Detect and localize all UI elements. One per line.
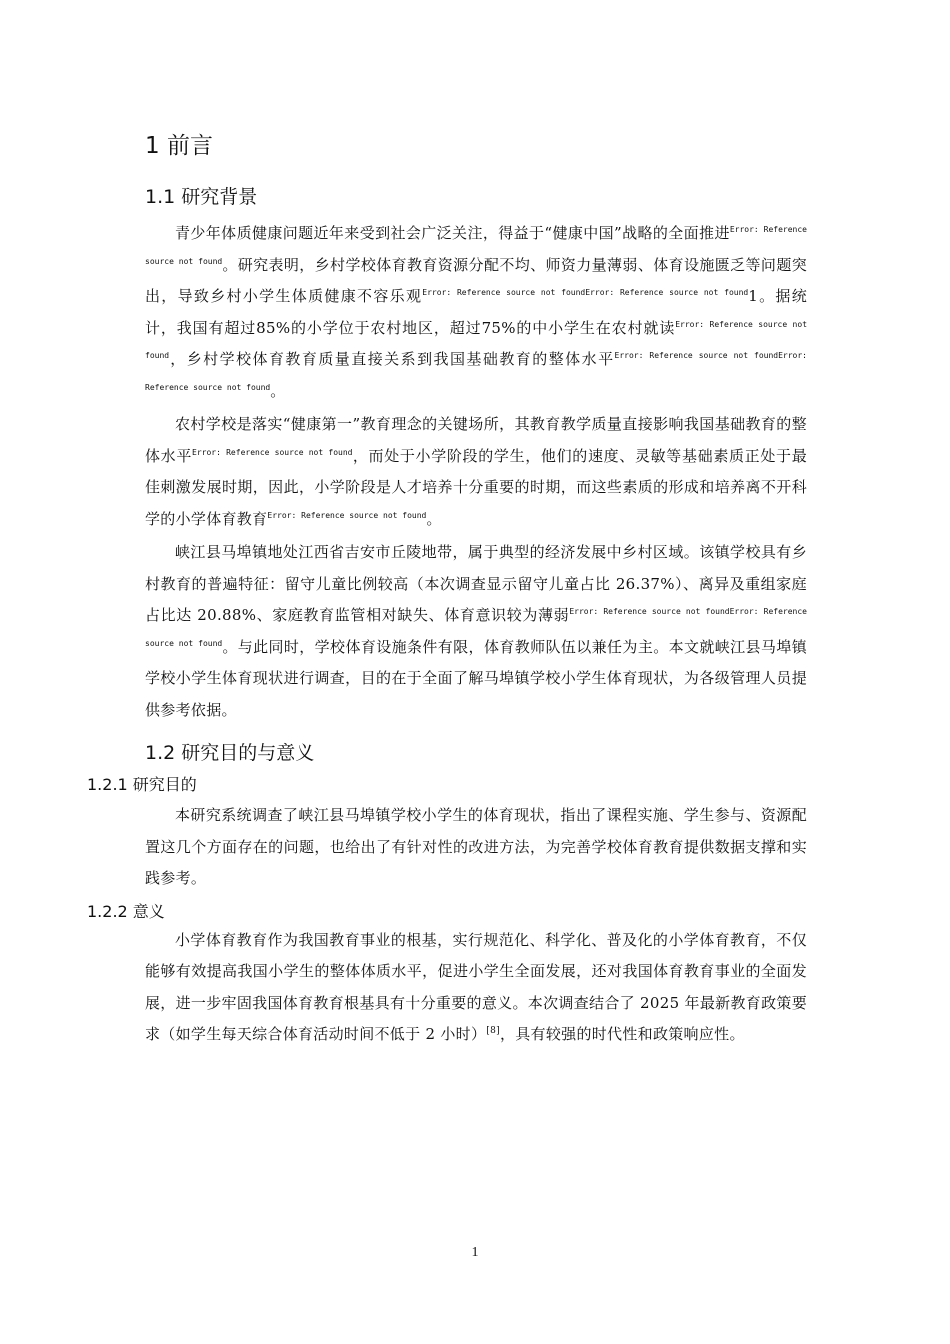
subsection-heading-purpose: 1.2.1 研究目的: [87, 775, 197, 794]
paragraph-text: 1。据统计，我国有超过85%的小学位于农村地区，超过75%的中小学生在农村就读: [145, 287, 808, 337]
paragraph-text: ，具有较强的时代性和政策响应性。: [499, 1025, 745, 1043]
broken-reference: Error: Reference source not found: [145, 319, 808, 360]
page-number: 1: [471, 1245, 479, 1260]
broken-reference: Error: Reference source not foundError: Reference source not found: [145, 351, 807, 392]
broken-reference: Error: Reference source not found: [267, 510, 427, 520]
paragraph-text: 峡江县马埠镇地处江西省吉安市丘陵地带，属于典型的经济发展中乡村区域。该镇学校具有乡村教育的普遍特征：留守儿童比例较高（本次调查显示留守儿童占比 26.37%）、离异及重组家庭占比达 20.88%、家庭教育监管相对缺失、体育意识较为薄弱: [145, 543, 807, 624]
document-body: [87, 128, 808, 1051]
paragraph-text: 。: [426, 509, 442, 528]
paragraph-text: 。: [270, 381, 286, 400]
paragraph-significance: [145, 925, 807, 1051]
broken-reference: Error: Reference source not foundError: Reference source not found: [422, 288, 749, 297]
paragraph-background-1: [145, 218, 807, 407]
paragraph-background-2: [145, 409, 807, 535]
paragraph-text: 。研究表明，乡村学校体育教育资源分配不均、师资力量薄弱、体育设施匮乏等问题突出，导致乡村小学生体质健康不容乐观: [145, 255, 808, 305]
section-heading-research-background: 1.1 研究背景: [145, 186, 258, 208]
section-heading-purpose-significance: 1.2 研究目的与意义: [145, 742, 315, 764]
paragraph-text: ，而处于小学阶段的学生，他们的速度、灵敏等基础素质正处于最佳刺激发展时期，因此，小学阶段是人才培养十分重要的时期，而这些素质的形成和培养离不开科学的小学体育教育: [145, 446, 807, 528]
broken-reference: Error: Reference source not found: [145, 225, 807, 266]
chapter-heading: 1 前言: [145, 133, 213, 159]
paragraph-purpose: 本研究系统调查了峡江县马埠镇学校小学生的体育现状，指出了课程实施、学生参与、资源配置这几个方面存在的问题，也给出了有针对性的改进方法，为完善学校体育教育提供数据支撑和实践参考。: [145, 806, 807, 887]
citation-marker: [8]: [486, 1026, 500, 1036]
paragraph-background-3: [145, 537, 807, 726]
paragraph-text: 小学体育教育作为我国教育事业的根基，实行规范化、科学化、普及化的小学体育教育，不仅能够有效提高我国小学生的整体体质水平，促进小学生全面发展，还对我国体育教育事业的全面发展，进一步牢固我国体育教育根基具有十分重要的意义。本次调查结合了 2025 年最新教育政策要求（如学生每天综合体育活动时间不低于 2 小时）: [145, 930, 807, 1043]
paragraph-text: 农村学校是落实“健康第一”教育理念的关键场所，其教育教学质量直接影响我国基础教育的整体水平: [145, 415, 807, 465]
broken-reference: Error: Reference source not found: [192, 447, 353, 457]
paragraph-text: ，乡村学校体育教育质量直接关系到我国基础教育的整体水平: [169, 350, 615, 368]
paragraph-text: 青少年体质健康问题近年来受到社会广泛关注，得益于“健康中国”战略的全面推进: [175, 224, 730, 242]
paragraph-text: 。与此同时，学校体育设施条件有限，体育教师队伍以兼任为主。本文就峡江县马埠镇学校小学生体育现状进行调查，目的在于全面了解马埠镇学校小学生体育现状，为各级管理人员提供参考依据。: [145, 637, 808, 719]
subsection-heading-significance: 1.2.2 意义: [87, 901, 165, 921]
broken-reference: Error: Reference source not foundError: Reference source not found: [145, 607, 807, 648]
